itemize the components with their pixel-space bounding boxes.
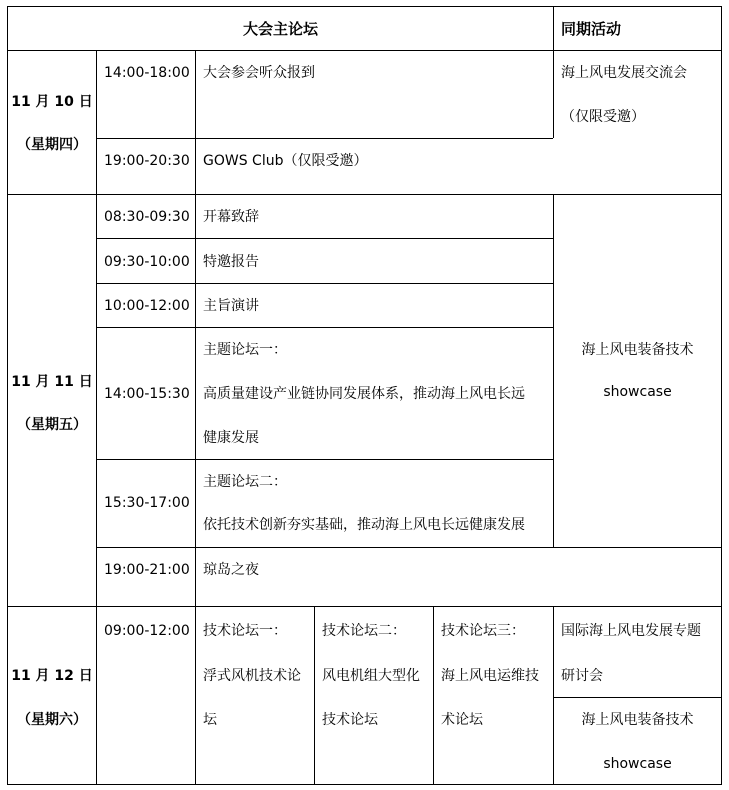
time-cell: 08:30-09:30 [104, 209, 190, 225]
forum-title: 技术论坛三： [441, 623, 525, 639]
day2-weekday: （星期五） [17, 417, 87, 433]
time-cell: 09:00-12:00 [104, 623, 190, 639]
border-line [96, 547, 722, 548]
border-line [7, 606, 722, 607]
forum-title: 技术论坛一： [203, 623, 287, 639]
side-event-line: 海上风电发展交流会 [561, 65, 687, 81]
side-event-line: showcase [603, 384, 672, 400]
time-cell: 19:00-21:00 [104, 562, 190, 578]
time-cell: 14:00-18:00 [104, 65, 190, 81]
header-main-forum: 大会主论坛 [242, 20, 318, 38]
forum-desc: 坛 [203, 712, 217, 728]
forum-title: 技术论坛二： [322, 623, 406, 639]
time-cell: 09:30-10:00 [104, 254, 190, 270]
side-event-line: 海上风电装备技术 [581, 712, 694, 728]
day3-date: 11 月 12 日 [11, 668, 93, 684]
border-line [195, 194, 196, 547]
day1-date: 11 月 10 日 [11, 94, 93, 110]
event-cell: 琼岛之夜 [203, 562, 259, 578]
time-cell: 10:00-12:00 [104, 298, 190, 314]
forum-title: 主题论坛二： [203, 474, 287, 490]
forum-desc: 依托技术创新夯实基础，推动海上风电长远健康发展 [203, 517, 525, 533]
side-event-line: 海上风电装备技术 [581, 342, 694, 358]
border-line [721, 6, 722, 785]
border-line [96, 138, 553, 139]
forum-desc: 高质量建设产业链协同发展体系，推动海上风电长远 [203, 386, 525, 402]
forum-desc: 浮式风机技术论 [203, 668, 301, 684]
forum-title: 主题论坛一： [203, 342, 287, 358]
day2-date: 11 月 11 日 [11, 374, 93, 390]
forum-desc: 术论坛 [441, 712, 483, 728]
border-line [7, 50, 722, 51]
time-cell: 14:00-15:30 [104, 386, 190, 402]
forum-desc: 风电机组大型化 [322, 668, 420, 684]
event-cell: 主旨演讲 [203, 298, 259, 314]
border-line [433, 606, 434, 784]
event-cell: GOWS Club（仅限受邀） [203, 153, 368, 169]
header-side-events: 同期活动 [561, 20, 622, 38]
border-line [96, 50, 97, 785]
border-line [96, 459, 553, 460]
side-event-line: showcase [603, 756, 672, 772]
forum-desc: 海上风电运维技 [441, 668, 539, 684]
forum-desc: 健康发展 [203, 430, 259, 446]
time-cell: 19:00-20:30 [104, 153, 190, 169]
border-line [7, 194, 722, 195]
border-line [553, 697, 722, 698]
border-line [96, 283, 553, 284]
border-line [553, 194, 554, 547]
border-line [195, 50, 196, 138]
border-line [195, 138, 196, 194]
side-event-line: 研讨会 [561, 668, 603, 684]
event-cell: 特邀报告 [203, 254, 259, 270]
border-line [96, 327, 553, 328]
event-cell: 大会参会听众报到 [203, 65, 315, 81]
side-event-line: （仅限受邀） [561, 109, 645, 125]
day3-weekday: （星期六） [17, 712, 87, 728]
border-line [96, 238, 553, 239]
border-line [314, 606, 315, 784]
border-line [7, 784, 722, 785]
forum-desc: 技术论坛 [322, 712, 378, 728]
border-line [195, 606, 196, 784]
side-event-line: 国际海上风电发展专题 [561, 623, 701, 639]
day1-weekday: （星期四） [17, 137, 87, 153]
border-line [195, 547, 196, 606]
time-cell: 15:30-17:00 [104, 495, 190, 511]
border-line [553, 6, 554, 138]
event-cell: 开幕致辞 [203, 209, 259, 225]
border-line [7, 6, 722, 7]
